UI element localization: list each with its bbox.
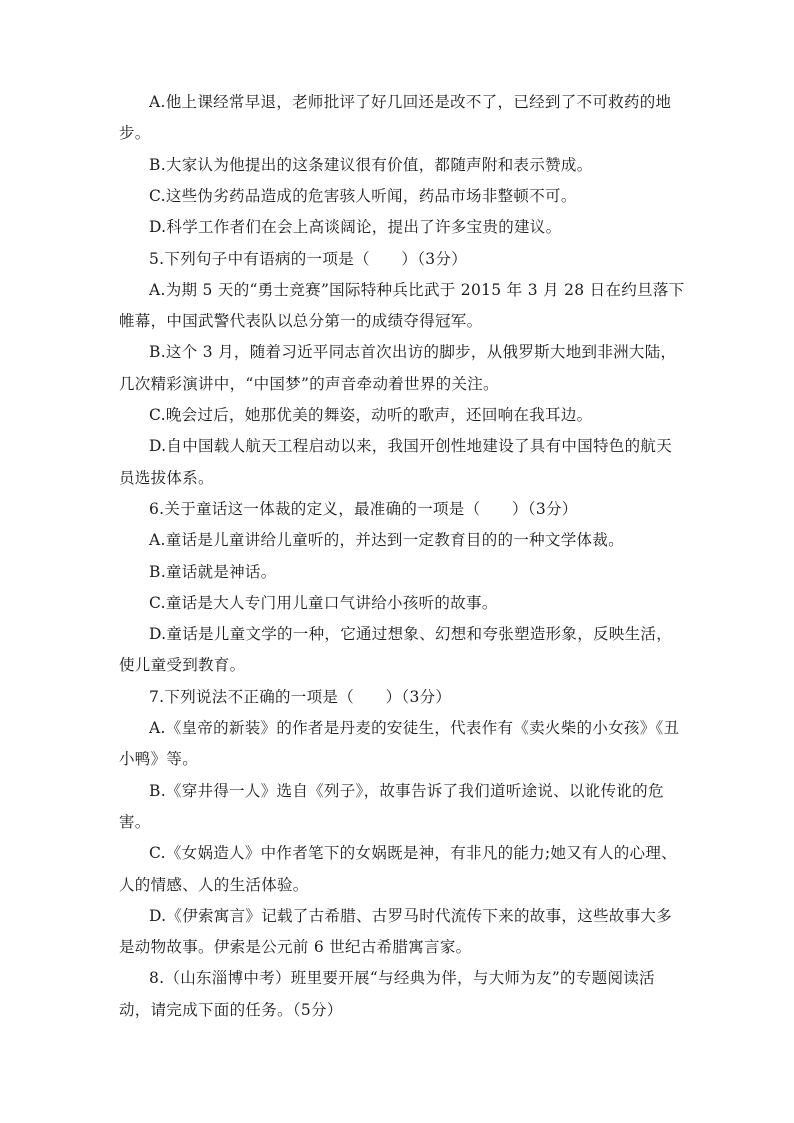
text-line: 使儿童受到教育。 <box>119 656 246 675</box>
text-line: B.这个 3 月，随着习近平同志首次出访的脚步，从俄罗斯大地到非洲大陆， <box>149 343 677 362</box>
text-line: 员选拔体系。 <box>119 468 214 487</box>
text-line: B.大家认为他提出的这条建议很有价值，都随声附和表示赞成。 <box>149 155 593 174</box>
text-line: A.为期 5 天的“勇士竞赛”国际特种兵比武于 2015 年 3 月 28 日在约旦落下 <box>149 280 685 299</box>
text-line: D.自中国载人航天工程启动以来，我国开创性地建设了具有中国特色的航天 <box>149 437 673 456</box>
text-line: 几次精彩演讲中，“中国梦”的声音牵动着世界的关注。 <box>119 374 499 393</box>
text-line: 害。 <box>119 812 151 831</box>
text-line: 步。 <box>119 124 151 143</box>
text-line: D.《伊索寓言》记载了古希腊、古罗马时代流传下来的故事，这些故事大多 <box>149 906 673 925</box>
text-line: B.童话就是神话。 <box>149 562 277 581</box>
text-line: C.《女娲造人》中作者笔下的女娲既是神，有非凡的能力;她又有人的心理、 <box>149 844 677 863</box>
text-line: 小鸭》等。 <box>119 750 199 769</box>
text-line: A.童话是儿童讲给儿童听的，并达到一定教育目的的一种文学体裁。 <box>149 531 624 550</box>
text-line: 6.关于童话这一体裁的定义，最准确的一项是（ ）（3分） <box>149 499 578 518</box>
text-line: A.他上课经常早退，老师批评了好几回还是改不了，已经到了不可救药的地 <box>149 93 672 111</box>
text-line: C.童话是大人专门用儿童口气讲给小孩听的故事。 <box>149 593 498 612</box>
text-line: C.这些伪劣药品造成的危害骇人听闻，药品市场非整顿不可。 <box>149 186 577 205</box>
text-line: B.《穿井得一人》选自《列子》，故事告诉了我们道听途说、以讹传讹的危 <box>149 781 664 800</box>
text-line: 8.（山东淄博中考）班里要开展“与经典为伴，与大师为友”的专题阅读活 <box>149 969 655 988</box>
text-line: 是动物故事。伊索是公元前 6 世纪古希腊寓言家。 <box>119 938 472 957</box>
text-line: D.科学工作者们在会上高谈阔论，提出了许多宝贵的建议。 <box>149 218 562 237</box>
text-line: 5.下列句子中有语病的一项是（ ）（3分） <box>149 249 468 268</box>
text-line: C.晚会过后，她那优美的舞姿，动听的歌声，还回响在我耳边。 <box>149 406 593 424</box>
text-line: 动，请完成下面的任务。（5分） <box>119 1000 343 1019</box>
text-line: 帷幕，中国武警代表队以总分第一的成绩夺得冠军。 <box>119 312 483 331</box>
text-line: D.童话是儿童文学的一种，它通过想象、幻想和夸张塑造形象，反映生活， <box>149 625 673 644</box>
text-line: A.《皇帝的新装》的作者是丹麦的安徒生，代表作有《卖火柴的小女孩》《丑 <box>149 719 680 737</box>
text-line: 7.下列说法不正确的一项是（ ）（3分） <box>149 687 452 706</box>
text-line: 人的情感、人的生活体验。 <box>119 875 309 894</box>
